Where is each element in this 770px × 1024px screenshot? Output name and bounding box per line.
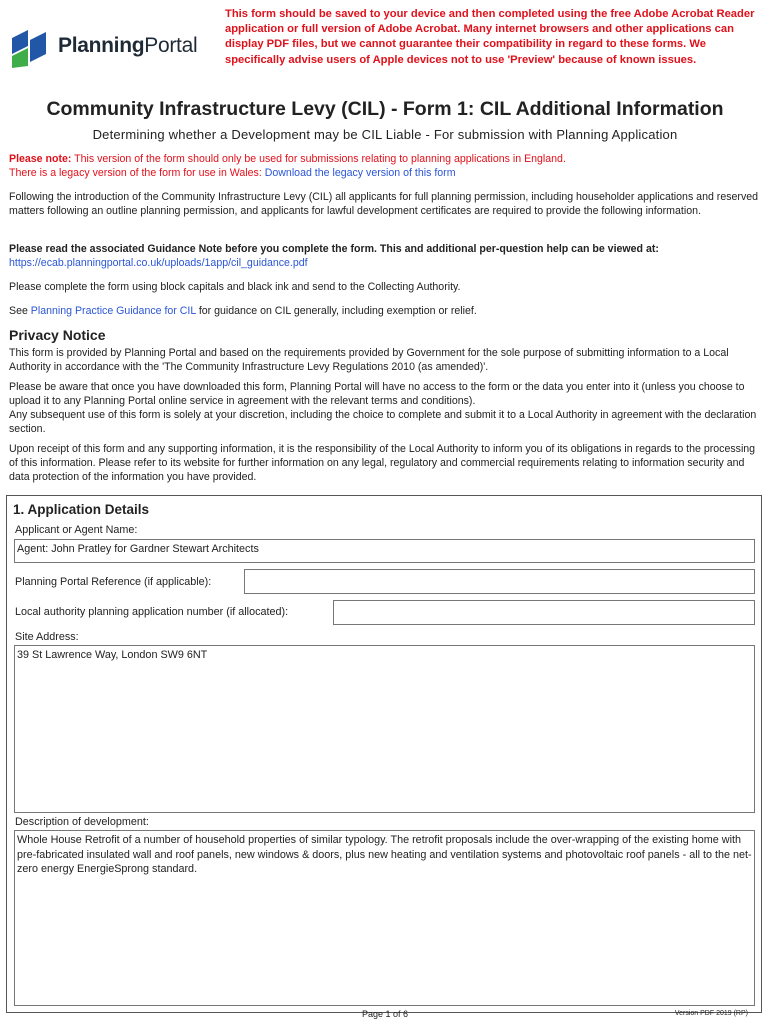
privacy-p2: Please be aware that once you have downloaded this form, Planning Portal will have no access to the form or the data you enter into it (unless you choose to upload it to any Planning Portal online service in agreement with the relevant terms and conditions). <box>9 381 745 407</box>
version-label: Version PDF 2019 (RP) <box>674 1010 748 1017</box>
application-details-section <box>6 495 762 1013</box>
page-subtitle: Determining whether a Development may be CIL Liable - For submission with Planning Application <box>92 127 678 142</box>
privacy-p4: Upon receipt of this form and any supporting information, it is the responsibility of the Local Authority to inform you of its obligations in regards to the processing of this information. Please refer to its website for further information on any legal, regulatory and commercial requirements relating to information security and data protection of the information you have provided. <box>9 443 756 483</box>
privacy-p1: This form is provided by Planning Portal and based on the requirements provided by Government for the sole purpose of submitting information to a Local Authority in accordance with the 'The Community Infrastructure Levy Regulations 2010 (as amended)'. <box>9 347 729 373</box>
site-address-label: Site Address: <box>15 631 79 643</box>
planning-portal-logo-icon <box>10 26 50 70</box>
applicant-field[interactable]: Agent: John Pratley for Gardner Stewart Architects <box>14 539 755 563</box>
site-address-field[interactable]: 39 St Lawrence Way, London SW9 6NT <box>14 645 755 813</box>
notice <box>9 152 761 180</box>
logo-wordmark: PlanningPortal <box>58 34 198 57</box>
guidance-link[interactable]: https://ecab.planningportal.co.uk/uploads/1app/cil_guidance.pdf <box>9 257 308 269</box>
see-guidance: See Planning Practice Guidance for CIL for guidance on CIL generally, including exemption or relief. <box>9 305 477 317</box>
wales-text: There is a legacy version of the form for use in Wales: <box>9 167 265 179</box>
la-number-field[interactable] <box>333 600 755 625</box>
notice-text: This version of the form should only be used for submissions relating to planning applications in England. <box>71 153 566 165</box>
complete-instructions: Please complete the form using block capitals and black ink and send to the Collecting Authority. <box>9 281 461 293</box>
applicant-label: Applicant or Agent Name: <box>15 524 138 536</box>
guidance-paragraph <box>9 242 761 270</box>
description-field[interactable]: Whole House Retrofit of a number of household properties of similar typology. The retrofit proposals include the over-wrapping of the existing home with pre-fabricated insulated wall and roof panels, new windows & doors, plus new heating and ventilation systems and photovoltaic roof panels - all to the net-zero energy EnergieSprong standard. <box>14 830 755 1006</box>
browser-warning: This form should be saved to your device and then completed using the free Adobe Acrobat Reader application or full version of Adobe Acrobat. Many internet browsers and other applications can display PDF files, but we cannot guarantee their compatibility in regard to these forms. We specifically advise users of Apple devices not to use 'Preview' because of known issues. <box>225 8 755 66</box>
privacy-p3: Any subsequent use of this form is solely at your discretion, including the choice to complete and submit it to a Local Authority in agreement with the declaration section. <box>9 409 757 435</box>
planning-portal-logo <box>10 26 210 70</box>
description-label: Description of development: <box>15 816 149 828</box>
privacy-heading: Privacy Notice <box>9 327 106 343</box>
legacy-form-link[interactable]: Download the legacy version of this form <box>264 167 456 179</box>
ppg-cil-link[interactable]: Planning Practice Guidance for CIL <box>30 305 196 317</box>
intro-paragraph: Following the introduction of the Community Infrastructure Levy (CIL) all applicants for full planning permission, including householder applications and reserved matters following an outline planning permission, and applicants for lawful development certificates are required to provide the following information. <box>9 191 759 217</box>
notice-label: Please note: <box>9 153 72 165</box>
pp-reference-field[interactable] <box>244 569 755 594</box>
page-number: Page 1 of 6 <box>361 1009 409 1019</box>
la-number-label: Local authority planning application number (if allocated): <box>15 606 289 618</box>
page-title: Community Infrastructure Levy (CIL) - Form 1: CIL Additional Information <box>46 98 724 120</box>
section-title: 1. Application Details <box>13 502 150 517</box>
guidance-text: Please read the associated Guidance Note before you complete the form. This and additional per-question help can be viewed at: <box>9 243 659 255</box>
pp-reference-label: Planning Portal Reference (if applicable): <box>15 576 212 588</box>
